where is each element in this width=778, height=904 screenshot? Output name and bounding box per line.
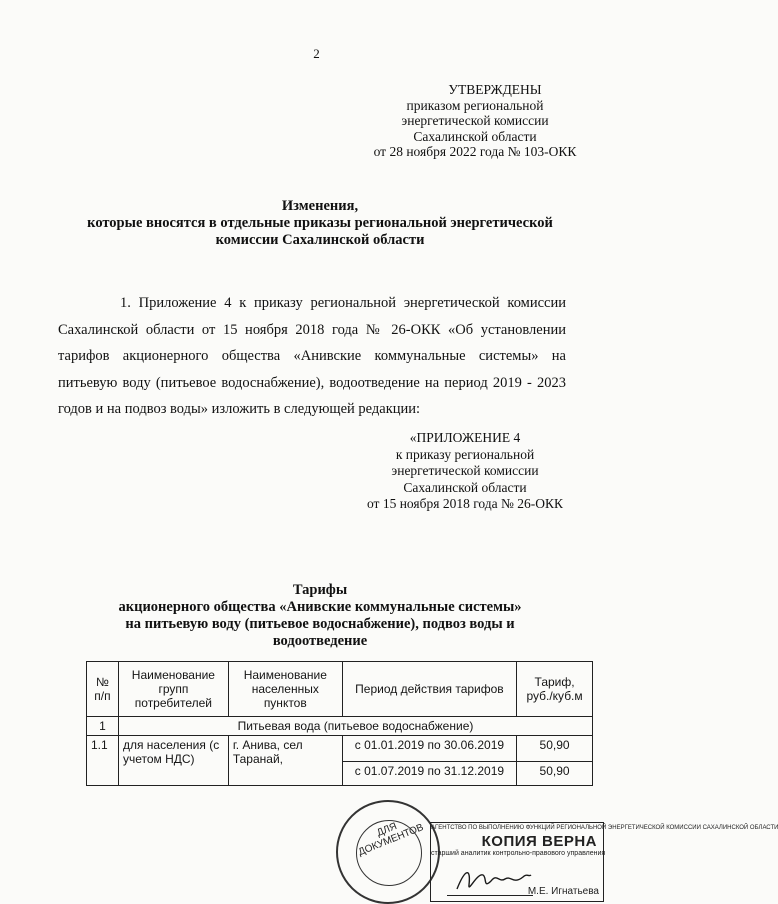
certified-copy-stamp: [430, 822, 778, 902]
consumer-group: для населения (с учетом НДС): [118, 736, 228, 786]
table-header-row: [87, 662, 593, 717]
tariff-period: с 01.07.2019 по 31.12.2019: [342, 762, 516, 786]
header-cell: Наименование населенных пунктов: [228, 662, 342, 717]
tariffs-heading-line: акционерного общества «Анивские коммунальные системы»: [118, 599, 522, 615]
approval-block: [355, 82, 595, 160]
tariffs-heading-line: Тарифы: [292, 582, 348, 598]
header-cell: Наименование групп потребителей: [118, 662, 228, 717]
table-row: [87, 736, 593, 762]
appendix-line: к приказу региональной: [395, 446, 535, 462]
section-number: 1: [87, 717, 119, 736]
header-cell: № п/п: [87, 662, 119, 717]
page-number: 2: [313, 46, 320, 61]
approval-line: от 28 ноября 2022 года № 103-ОКК: [373, 144, 577, 159]
approval-line: Сахалинской области: [413, 128, 537, 144]
tariffs-heading: [60, 582, 580, 650]
appendix-line: «ПРИЛОЖЕНИЕ 4: [409, 430, 521, 445]
settlement: г. Анива, сел Таранай,: [228, 736, 342, 786]
stamp-role: старший аналитик контрольно-правового управления: [431, 850, 606, 857]
stamp-org: АГЕНТСТВО ПО ВЫПОЛНЕНИЮ ФУНКЦИЙ РЕГИОНАЛЬНОЙ ЭНЕРГЕТИЧЕСКОЙ КОМИССИИ САХАЛИНСКОЙ ОБЛАСТИ: [431, 825, 778, 831]
appendix-line: Сахалинской области: [403, 479, 527, 495]
header-cell: Период действия тарифов: [342, 662, 516, 717]
amendment-paragraph: 1. Приложение 4 к приказу региональной энергетической комиссии Сахалинской области от 15 ноября 2018 года № 26-ОКК «Об установлении тарифов акционерного общества «Анивские коммунальные системы» на питьевую воду (питьевое водоснабжение), водоотведение на период 2019 - 2023 годов и на подвоз воды» изложить в следующей редакции:: [58, 295, 566, 417]
stamp-name: М.Е. Игнатьева: [527, 886, 599, 897]
appendix-block: [345, 430, 585, 513]
document-heading: [60, 198, 580, 249]
appendix-line: энергетической комиссии: [391, 463, 539, 478]
round-seal: [336, 800, 440, 904]
tariffs-heading-line: водоотведение: [272, 633, 368, 649]
tariffs-heading-line: на питьевую воду (питьевое водоснабжение), подвоз воды и: [125, 616, 515, 632]
approval-line: энергетической комиссии: [401, 113, 549, 128]
tariff-value: 50,90: [517, 736, 593, 762]
signature-line: [447, 895, 533, 896]
stamp-copy-label: КОПИЯ ВЕРНА: [481, 833, 597, 850]
appendix-line: от 15 ноября 2018 года № 26-ОКК: [366, 496, 564, 511]
signature-icon: [453, 863, 533, 895]
tariff-period: с 01.01.2019 по 30.06.2019: [342, 736, 516, 762]
tariffs-table: [86, 661, 593, 786]
seal-text: ДЛЯ ДОКУМЕНТОВ: [356, 820, 426, 859]
table-section-row: [87, 717, 593, 736]
heading-line: комиссии Сахалинской области: [215, 232, 425, 248]
section-label: Питьевая вода (питьевое водоснабжение): [118, 717, 592, 736]
header-cell: Тариф, руб./куб.м: [517, 662, 593, 717]
tariff-value: 50,90: [517, 762, 593, 786]
heading-line: Изменения,: [281, 198, 359, 214]
approval-title: УТВЕРЖДЕНЫ: [448, 82, 542, 97]
row-number: 1.1: [87, 736, 119, 786]
heading-line: которые вносятся в отдельные приказы региональной энергетической: [87, 215, 553, 231]
approval-line: приказом региональной: [406, 97, 544, 113]
